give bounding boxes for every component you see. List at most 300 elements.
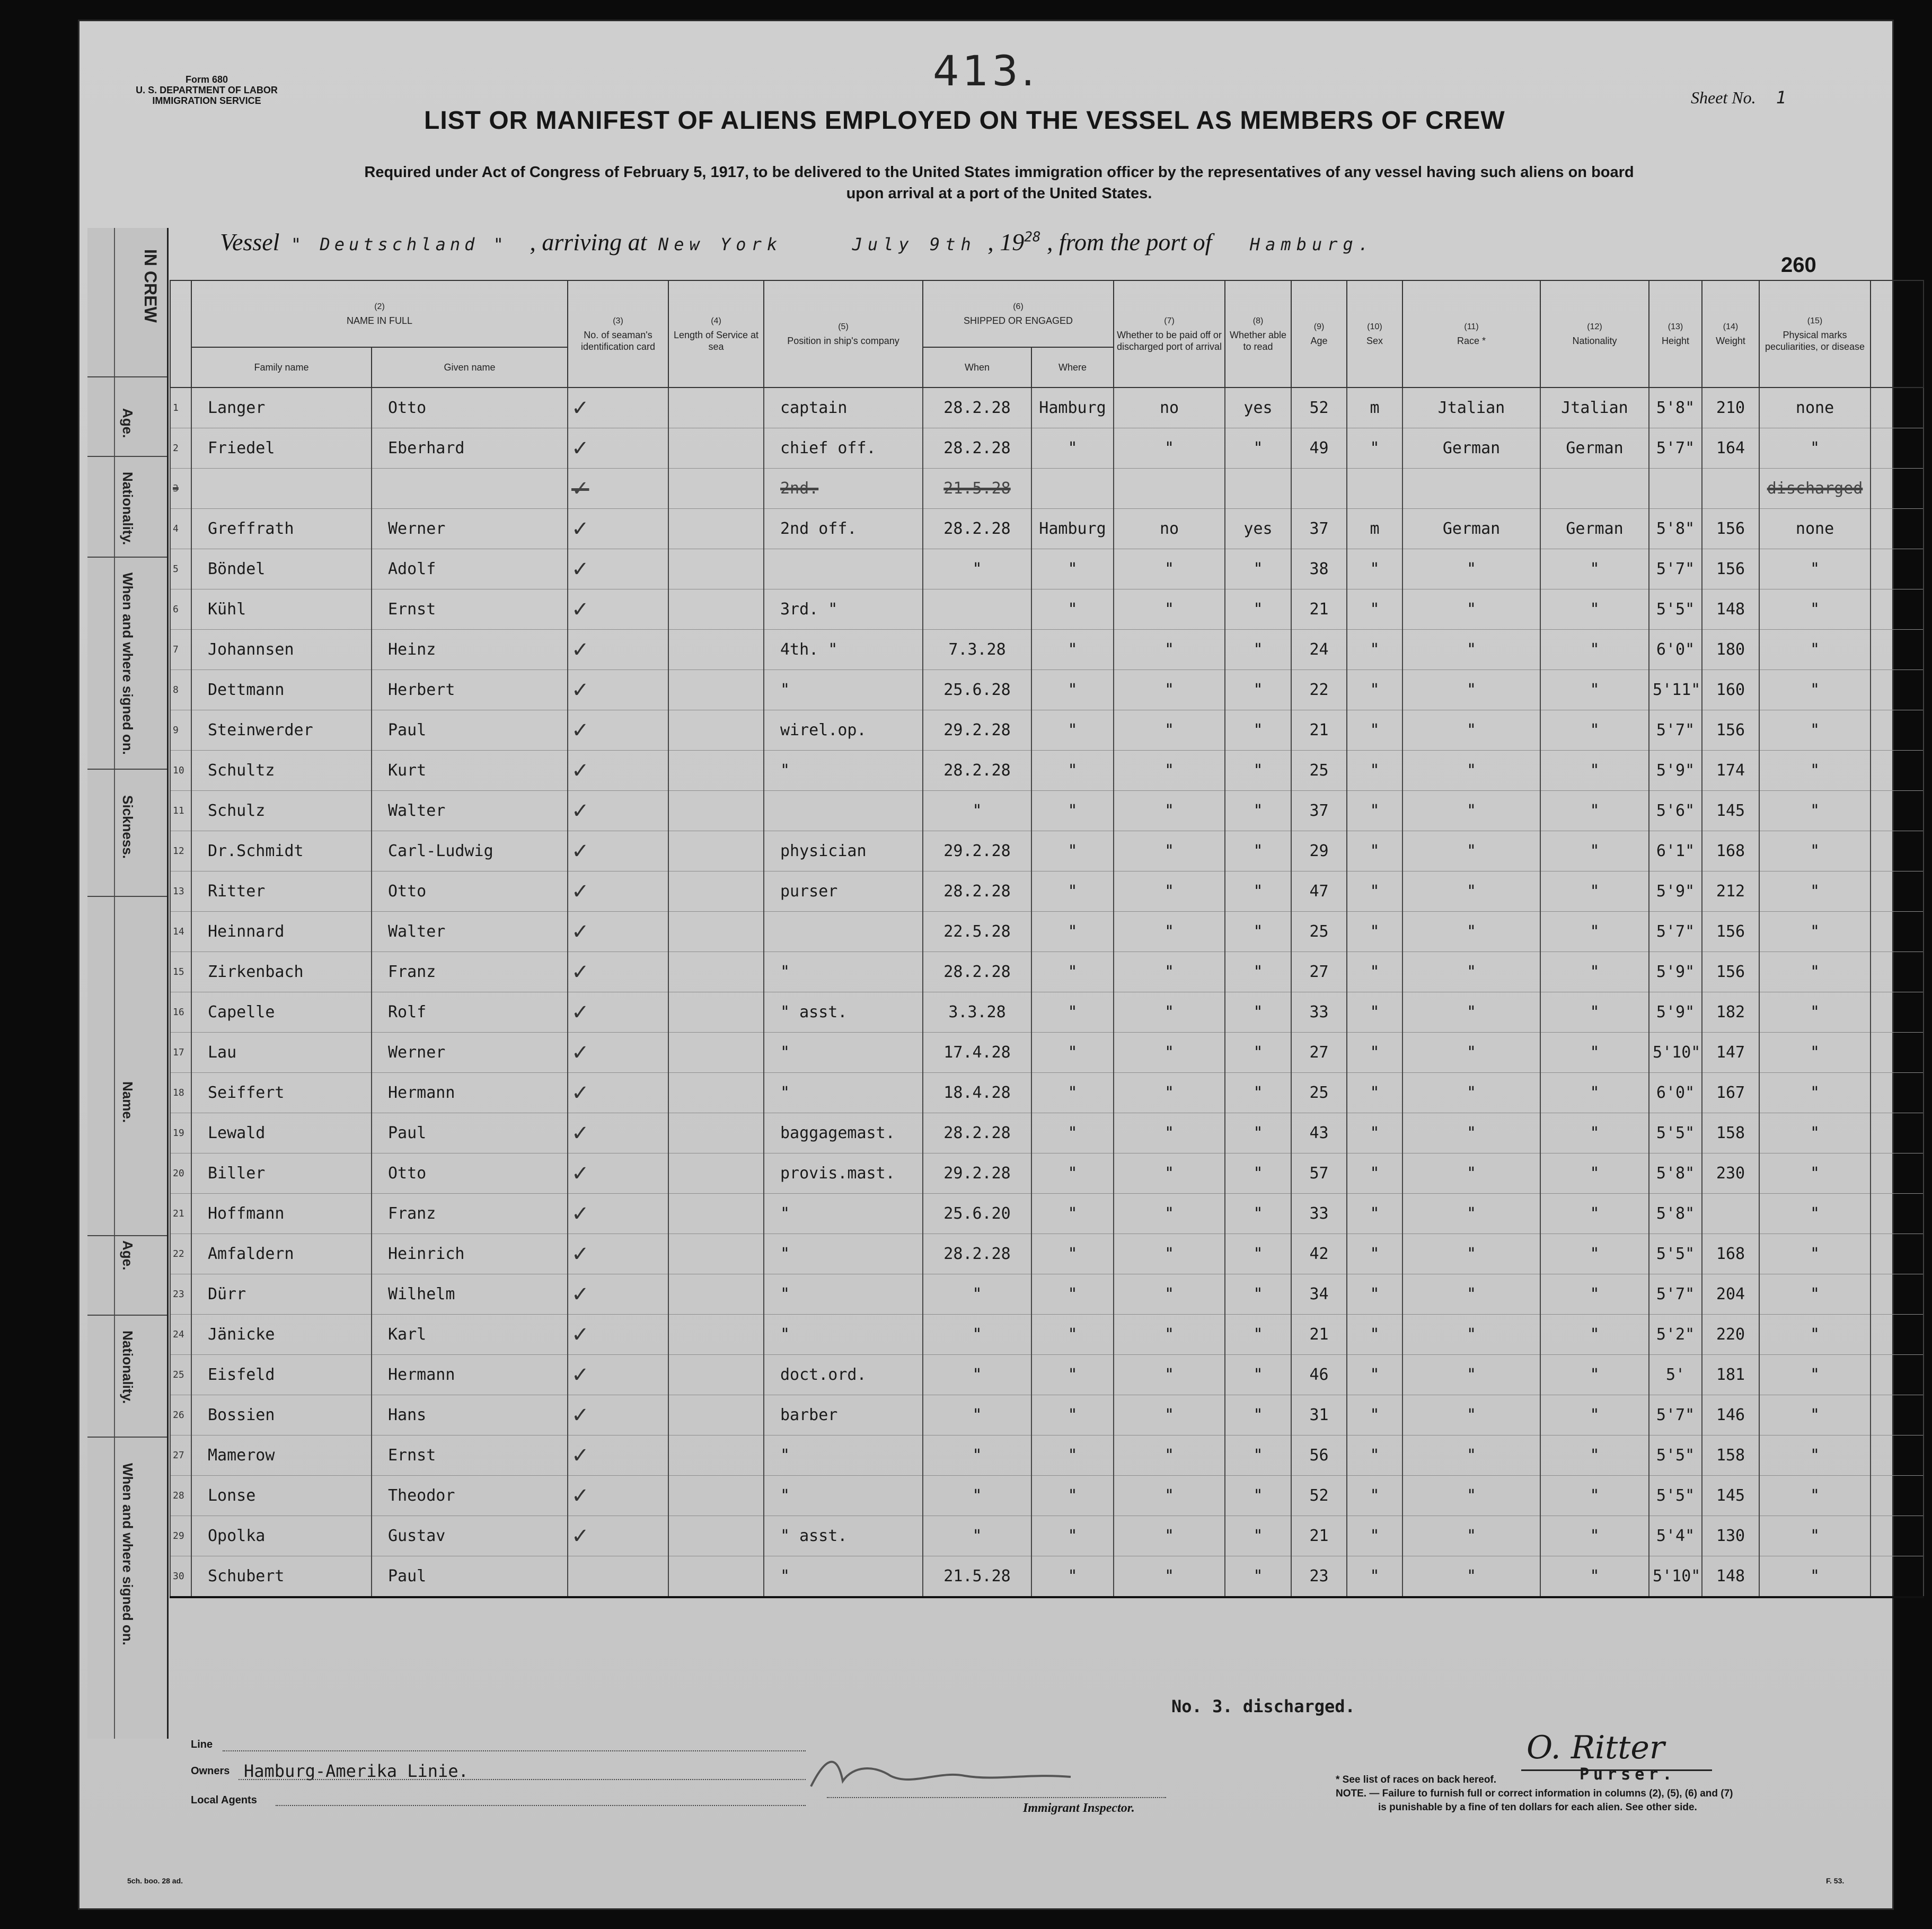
age-cell: 22 [1291,670,1347,710]
physical-marks-cell: " [1759,1476,1871,1516]
height-cell: 5'9" [1649,871,1702,912]
inspector-label: Immigrant Inspector. [1023,1801,1135,1815]
height-cell: 5'5" [1649,589,1702,630]
physical-marks-cell: " [1759,589,1871,630]
id-card-mark-cell: ✓ [568,469,668,509]
engaged-where-cell: Hamburg [1031,509,1114,549]
race-cell: " [1402,1315,1540,1355]
id-card-mark-cell: ✓ [568,589,668,630]
line-number-cell: 5 [170,549,191,589]
stub-crew-label: IN CREW [141,249,160,323]
weight-cell: 167 [1702,1073,1759,1113]
age-cell: 52 [1291,1476,1347,1516]
line-number-cell: 12 [170,831,191,871]
paid-off-header: (7) Whether to be paid off or discharged port of arrival [1114,280,1225,387]
engaged-where-cell: " [1031,1073,1114,1113]
nationality-cell: " [1540,1355,1649,1395]
stub-label-nationality-2: Nationality. [120,1331,136,1404]
physical-marks-cell: " [1759,428,1871,469]
sex-cell: " [1347,871,1402,912]
engaged-where-cell: " [1031,831,1114,871]
race-cell: " [1402,1113,1540,1153]
purser-signature: O. Ritter [1527,1729,1665,1766]
crew-manifest-table [170,280,1924,1598]
form-department: U. S. DEPARTMENT OF LABOR [136,85,278,95]
able-to-read-cell: " [1225,871,1291,912]
blank-cell [1871,952,1924,992]
paid-off-cell: " [1114,1073,1225,1113]
service-length-cell [668,751,764,791]
nationality-cell: Jtalian [1540,387,1649,428]
height-cell: 5'7" [1649,1395,1702,1435]
sex-cell: " [1347,1556,1402,1598]
nationality-cell: " [1540,1516,1649,1556]
engaged-where-cell: " [1031,992,1114,1033]
physical-marks-cell: " [1759,952,1871,992]
physical-marks-cell: " [1759,1033,1871,1073]
able-to-read-cell: " [1225,589,1291,630]
able-to-read-cell: " [1225,1274,1291,1315]
height-cell: 5'11" [1649,670,1702,710]
table-row [170,1476,1924,1516]
height-cell: 5'7" [1649,428,1702,469]
engaged-where-cell: " [1031,1556,1114,1598]
weight-cell: 210 [1702,387,1759,428]
blank-cell [1871,589,1924,630]
table-row [170,1556,1924,1598]
physical-marks-cell: " [1759,1516,1871,1556]
sex-cell: " [1347,1516,1402,1556]
position-cell: " [764,670,923,710]
sex-cell: " [1347,1274,1402,1315]
family-name-cell: Schubert [191,1556,372,1598]
weight-cell: 156 [1702,912,1759,952]
engaged-when-cell: 22.5.28 [923,912,1031,952]
position-cell [764,912,923,952]
id-card-mark-cell: ✓ [568,509,668,549]
nationality-cell: " [1540,630,1649,670]
weight-cell: 148 [1702,589,1759,630]
engaged-when-cell: 25.6.20 [923,1194,1031,1234]
engaged-when-cell: 28.2.28 [923,509,1031,549]
blank-cell [1871,1435,1924,1476]
physical-marks-cell: " [1759,1274,1871,1315]
paid-off-cell: " [1114,1274,1225,1315]
blank-cell [1871,710,1924,751]
weight-cell [1702,469,1759,509]
given-name-cell: Kurt [372,751,568,791]
sex-cell: " [1347,1153,1402,1194]
position-cell: " [764,1073,923,1113]
table-row [170,831,1924,871]
position-cell: provis.mast. [764,1153,923,1194]
age-cell: 43 [1291,1113,1347,1153]
engaged-when-cell: 29.2.28 [923,831,1031,871]
position-cell: 3rd. " [764,589,923,630]
stub-section [87,456,167,457]
nationality-cell: " [1540,1476,1649,1516]
nationality-cell [1540,469,1649,509]
nationality-cell: " [1540,952,1649,992]
engaged-when-cell: " [923,1355,1031,1395]
position-cell: barber [764,1395,923,1435]
stub-section [87,557,167,558]
given-name-cell: Ernst [372,589,568,630]
height-cell: 5'10" [1649,1556,1702,1598]
engaged-when-cell: " [923,1516,1031,1556]
engaged-where-cell: " [1031,1033,1114,1073]
family-name-cell: Jänicke [191,1315,372,1355]
sex-cell: " [1347,549,1402,589]
nationality-cell: " [1540,1234,1649,1274]
line-number-cell: 22 [170,1234,191,1274]
line-number-cell: 25 [170,1355,191,1395]
table-row [170,791,1924,831]
id-card-mark-cell: ✓ [568,1194,668,1234]
service-length-cell [668,1516,764,1556]
blank-cell [1871,1556,1924,1598]
paid-off-cell: " [1114,1234,1225,1274]
service-length-cell [668,831,764,871]
service-length-cell [668,1033,764,1073]
line-number-cell: 8 [170,670,191,710]
blank-cell [1871,912,1924,952]
family-name-cell: Lonse [191,1476,372,1516]
age-cell: 34 [1291,1274,1347,1315]
service-length-cell [668,1315,764,1355]
stub-label-nationality: Nationality. [120,472,136,545]
weight-cell: 158 [1702,1113,1759,1153]
table-row [170,1113,1924,1153]
paid-off-cell: " [1114,1395,1225,1435]
physical-marks-cell: " [1759,1556,1871,1598]
weight-cell: 158 [1702,1435,1759,1476]
family-name-cell: Johannsen [191,630,372,670]
race-cell: " [1402,1516,1540,1556]
able-to-read-cell: " [1225,670,1291,710]
blank-cell [1871,1395,1924,1435]
stub-label-signed-on: When and where signed on. [120,572,136,755]
engaged-when-cell: " [923,1395,1031,1435]
age-cell: 33 [1291,1194,1347,1234]
family-name-cell: Dr.Schmidt [191,831,372,871]
engaged-when-cell: " [923,1435,1031,1476]
race-cell: " [1402,1073,1540,1113]
family-name-cell: Zirkenbach [191,952,372,992]
given-name-cell: Hans [372,1395,568,1435]
sex-cell: " [1347,1194,1402,1234]
local-agents-label: Local Agents [191,1794,257,1806]
family-name-cell [191,469,372,509]
paid-off-cell: " [1114,1516,1225,1556]
blank-cell [1871,387,1924,428]
id-card-mark-cell: ✓ [568,791,668,831]
where-header: Where [1031,347,1114,387]
height-cell: 5'7" [1649,1274,1702,1315]
engaged-where-cell: " [1031,549,1114,589]
nationality-cell: " [1540,1194,1649,1234]
engaged-where-cell: " [1031,1274,1114,1315]
table-row [170,589,1924,630]
paid-off-cell: " [1114,630,1225,670]
id-card-mark-cell: ✓ [568,1476,668,1516]
family-name-cell: Ritter [191,871,372,912]
service-length-cell [668,871,764,912]
paid-off-cell: " [1114,1315,1225,1355]
given-name-cell: Eberhard [372,428,568,469]
blank-cell [1871,1194,1924,1234]
race-cell: " [1402,589,1540,630]
sex-cell: " [1347,1234,1402,1274]
height-cell: 5'5" [1649,1113,1702,1153]
form-id-block [127,74,286,106]
age-cell: 56 [1291,1435,1347,1476]
paid-off-cell: no [1114,387,1225,428]
agents-rule [276,1805,806,1806]
sheet-label: Sheet No. [1691,88,1756,107]
owners-rule [239,1779,806,1780]
able-to-read-cell: " [1225,1113,1291,1153]
able-to-read-cell: " [1225,1435,1291,1476]
stub-section [87,769,167,770]
footnotes [1336,1773,1813,1815]
weight-cell: 181 [1702,1355,1759,1395]
able-to-read-cell: " [1225,630,1291,670]
physical-marks-cell: " [1759,912,1871,952]
family-name-cell: Schultz [191,751,372,791]
weight-cell: 180 [1702,630,1759,670]
physical-marks-cell: " [1759,630,1871,670]
blank-cell [1871,1113,1924,1153]
height-header: (13) Height [1649,280,1702,387]
page-title: LIST OR MANIFEST OF ALIENS EMPLOYED ON THE VESSEL AS MEMBERS OF CREW [424,107,1505,135]
sex-cell: " [1347,428,1402,469]
handwritten-number: 413. [933,48,1038,95]
nationality-cell: " [1540,791,1649,831]
inspector-rule [827,1797,1166,1798]
service-length-cell [668,670,764,710]
stub-section [87,1437,167,1438]
age-cell: 46 [1291,1355,1347,1395]
nationality-cell: " [1540,1435,1649,1476]
paid-off-cell: " [1114,871,1225,912]
subtitle-line-2: upon arrival at a port of the United States. [846,185,1152,202]
paid-off-cell: " [1114,670,1225,710]
stub-section [87,1235,167,1236]
given-name-cell: Karl [372,1315,568,1355]
physical-marks-cell: " [1759,751,1871,791]
race-cell: " [1402,1274,1540,1315]
race-cell: " [1402,952,1540,992]
given-name-cell: Rolf [372,992,568,1033]
table-row [170,387,1924,428]
blank-cell [1871,1355,1924,1395]
id-card-mark-cell: ✓ [568,1516,668,1556]
table-row [170,670,1924,710]
id-card-mark-cell: ✓ [568,992,668,1033]
nationality-cell: " [1540,1395,1649,1435]
sex-cell: " [1347,952,1402,992]
given-name-cell: Gustav [372,1516,568,1556]
age-cell: 33 [1291,992,1347,1033]
line-number-cell: 1 [170,387,191,428]
weight-cell: 230 [1702,1153,1759,1194]
sex-cell: " [1347,791,1402,831]
id-card-mark-cell: ✓ [568,912,668,952]
service-length-cell [668,1395,764,1435]
family-name-cell: Lau [191,1033,372,1073]
paid-off-cell: " [1114,549,1225,589]
id-card-mark-cell: ✓ [568,710,668,751]
family-name-cell: Lewald [191,1113,372,1153]
line-label: Line [191,1739,213,1750]
table-row [170,1315,1924,1355]
engaged-when-cell: 17.4.28 [923,1033,1031,1073]
position-cell: " [764,1033,923,1073]
able-to-read-cell: " [1225,791,1291,831]
blank-cell [1871,630,1924,670]
weight-cell: 204 [1702,1274,1759,1315]
sex-cell: m [1347,387,1402,428]
race-cell: " [1402,912,1540,952]
from-label: , from the port of [1047,228,1212,256]
blank-cell [1871,549,1924,589]
weight-cell: 130 [1702,1516,1759,1556]
height-cell: 6'0" [1649,630,1702,670]
engaged-where-cell: " [1031,1153,1114,1194]
paid-off-cell: " [1114,751,1225,791]
blank-cell [1871,1234,1924,1274]
arriving-label: , arriving at [530,228,647,256]
blank-cell [1871,469,1924,509]
nationality-cell: " [1540,992,1649,1033]
stub-label-age-2: Age. [120,1240,136,1271]
stub-label-signed-on-2: When and where signed on. [120,1463,136,1645]
able-to-read-cell: " [1225,831,1291,871]
table-row [170,428,1924,469]
line-number-cell: 15 [170,952,191,992]
engaged-when-cell: 3.3.28 [923,992,1031,1033]
able-to-read-cell: " [1225,751,1291,791]
given-name-cell: Otto [372,387,568,428]
line-number-cell: 7 [170,630,191,670]
arrival-port: New York [658,234,783,254]
line-number-cell: 2 [170,428,191,469]
weight-cell: 168 [1702,1234,1759,1274]
physical-marks-cell: " [1759,992,1871,1033]
height-cell: 5' [1649,1355,1702,1395]
race-cell: German [1402,428,1540,469]
given-name-cell [372,469,568,509]
given-name-cell: Paul [372,1556,568,1598]
id-card-mark-cell: ✓ [568,1435,668,1476]
stub-label-name: Name. [120,1081,136,1123]
page-number: 260 [1781,253,1816,277]
physical-marks-cell: " [1759,1073,1871,1113]
id-card-mark-cell: ✓ [568,670,668,710]
table-row [170,751,1924,791]
given-name-cell: Werner [372,1033,568,1073]
line-number-cell: 21 [170,1194,191,1234]
service-length-cell [668,630,764,670]
race-cell: " [1402,1194,1540,1234]
weight-cell: 145 [1702,791,1759,831]
sex-cell: " [1347,1315,1402,1355]
paid-off-cell: " [1114,1194,1225,1234]
service-length-cell [668,1073,764,1113]
family-name-cell: Eisfeld [191,1355,372,1395]
nationality-cell: " [1540,831,1649,871]
sex-cell: m [1347,509,1402,549]
crew-stub [87,228,169,1739]
height-cell: 5'9" [1649,751,1702,791]
race-cell: " [1402,670,1540,710]
position-cell: " [764,1476,923,1516]
engaged-where-cell: " [1031,630,1114,670]
id-card-mark-cell: ✓ [568,549,668,589]
engaged-where-cell: " [1031,1234,1114,1274]
line-number-cell: 17 [170,1033,191,1073]
height-cell: 5'8" [1649,1153,1702,1194]
line-number-cell: 30 [170,1556,191,1598]
sex-cell: " [1347,710,1402,751]
given-name-cell: Walter [372,912,568,952]
service-length-cell [668,469,764,509]
weight-header: (14) Weight [1702,280,1759,387]
note-races: * See list of races on back hereof. [1336,1774,1497,1785]
position-cell: " [764,1234,923,1274]
family-name-cell: Steinwerder [191,710,372,751]
physical-marks-cell: " [1759,670,1871,710]
line-number-cell: 29 [170,1516,191,1556]
nationality-cell: " [1540,1274,1649,1315]
able-to-read-cell: " [1225,1234,1291,1274]
table-row [170,1395,1924,1435]
able-to-read-cell: " [1225,1073,1291,1113]
able-to-read-cell: " [1225,428,1291,469]
paid-off-cell: " [1114,992,1225,1033]
age-cell: 27 [1291,952,1347,992]
line-number-cell: 23 [170,1274,191,1315]
race-cell: " [1402,710,1540,751]
subtitle-line-1: Required under Act of Congress of February 5, 1917, to be delivered to the United States immigration officer by the representatives of any vessel having such aliens on board [364,164,1634,181]
given-name-cell: Ernst [372,1435,568,1476]
stub-label-sickness: Sickness. [120,795,136,859]
engaged-where-cell: " [1031,952,1114,992]
voyage-line [220,228,1374,256]
service-length-cell [668,549,764,589]
position-cell [764,549,923,589]
height-cell: 5'5" [1649,1435,1702,1476]
given-name-cell: Hermann [372,1355,568,1395]
family-name-cell: Amfaldern [191,1234,372,1274]
height-cell: 5'8" [1649,509,1702,549]
id-card-mark-cell: ✓ [568,952,668,992]
service-length-cell [668,912,764,952]
physical-marks-cell: " [1759,871,1871,912]
position-cell: " asst. [764,1516,923,1556]
engaged-where-cell: " [1031,791,1114,831]
age-cell: 37 [1291,509,1347,549]
nationality-header: (12) Nationality [1540,280,1649,387]
physical-marks-cell: " [1759,710,1871,751]
given-name-cell: Carl-Ludwig [372,831,568,871]
sex-cell: " [1347,1033,1402,1073]
table-row [170,509,1924,549]
blank-cell [1871,1315,1924,1355]
line-number-cell: 9 [170,710,191,751]
family-name-cell: Greffrath [191,509,372,549]
